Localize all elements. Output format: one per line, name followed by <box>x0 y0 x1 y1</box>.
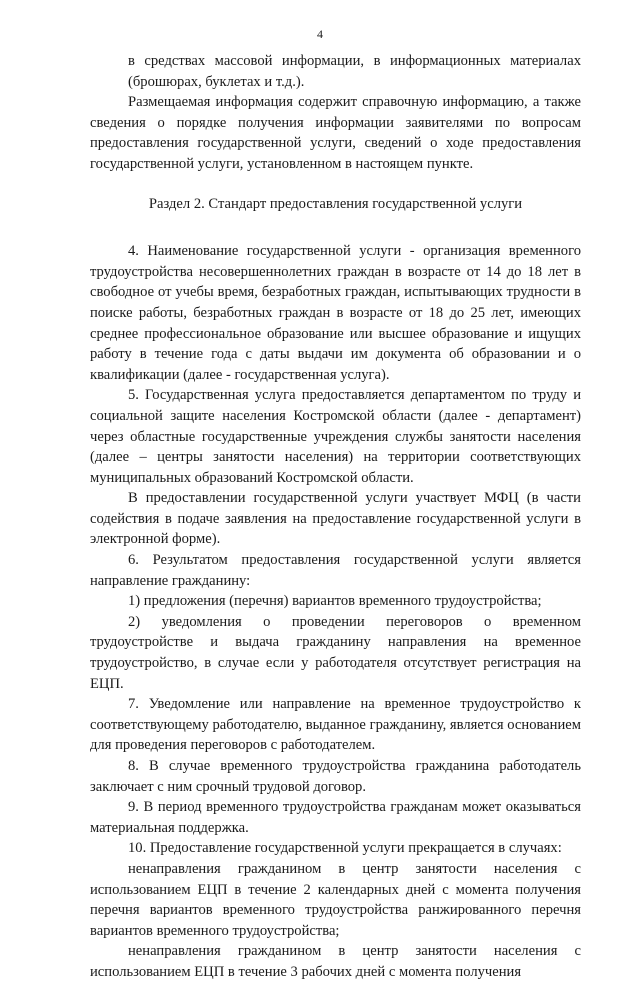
paragraph-item-6-sub-2: 2) уведомления о проведении переговоров о временном трудоустройстве и выдача гражданину направления на временное трудоустройство, в случае если у работодателя отсутствует регистрация на ЕЦП. <box>90 613 581 692</box>
paragraph-item-6: 6. Результатом предоставления государственной услуги является направление гражданину: <box>90 552 581 589</box>
paragraph-item-5: 5. Государственная услуга предоставляется департаментом по труду и социальной защите населения Костромской области (далее - департамент) через областные государственные учреждения службы занятости населения (далее – центры занятости населения) на территории соответствующих муниципальных образований Костромской области. <box>90 387 581 486</box>
paragraph-item-10-case-1: ненаправления гражданином в центр занятости населения с использованием ЕЦП в течение 2 календарных дней с момента получения перечня вариантов временного трудоустройства ранжированного перечня вариантов временного трудоустройства; <box>90 860 581 939</box>
paragraph-item-8: 8. В случае временного трудоустройства гражданина работодатель заключает с ним срочный трудовой договор. <box>90 758 581 795</box>
page-number: 4 <box>317 27 323 41</box>
paragraph-item-10: 10. Предоставление государственной услуги прекращается в случаях: <box>128 840 562 857</box>
paragraph-item-9: 9. В период временного трудоустройства гражданам может оказываться материальная поддержка. <box>90 799 581 836</box>
paragraph-mfc-participation: В предоставлении государственной услуги участвует МФЦ (в части содействия в подаче заявления на предоставление государственной услуги в электронной форме). <box>90 490 581 548</box>
document-body <box>90 51 581 983</box>
spacer <box>90 175 581 194</box>
section-heading: Раздел 2. Стандарт предоставления государственной услуги <box>148 195 523 212</box>
paragraph-media-continuation: в средствах массовой информации, в информационных материалах (брошюрах, буклетах и т.д.). <box>128 53 581 90</box>
paragraph-item-4: 4. Наименование государственной услуги - организация временного трудоустройства несовершеннолетних граждан в возрасте от 14 до 18 лет в свободное от учебы время, безработных граждан, испытывающих трудности в поиске работы, безработных граждан в возрасте от 18 до 25 лет, имеющих среднее профессиональное образование или высшее образование и ищущих работу в течение года с даты выдачи им документа об образовании и о квалификации (далее - государственная услуга). <box>90 243 581 383</box>
paragraph-reference-info: Размещаемая информация содержит справочную информацию, а также сведения о порядке получения информации заявителями по вопросам предоставления государственной услуги, сведений о ходе предоставления государственной услуги, установленном в настоящем пункте. <box>90 94 581 172</box>
paragraph-item-6-sub-1: 1) предложения (перечня) вариантов временного трудоустройства; <box>128 593 542 610</box>
paragraph-item-7: 7. Уведомление или направление на временное трудоустройство к соответствующему работодателю, выданное гражданину, является основанием для проведения переговоров с работодателем. <box>90 696 581 754</box>
paragraph-item-10-case-2: ненаправления гражданином в центр занятости населения с использованием ЕЦП в течение 3 рабочих дней с момента получения <box>90 943 581 980</box>
spacer <box>90 214 581 241</box>
